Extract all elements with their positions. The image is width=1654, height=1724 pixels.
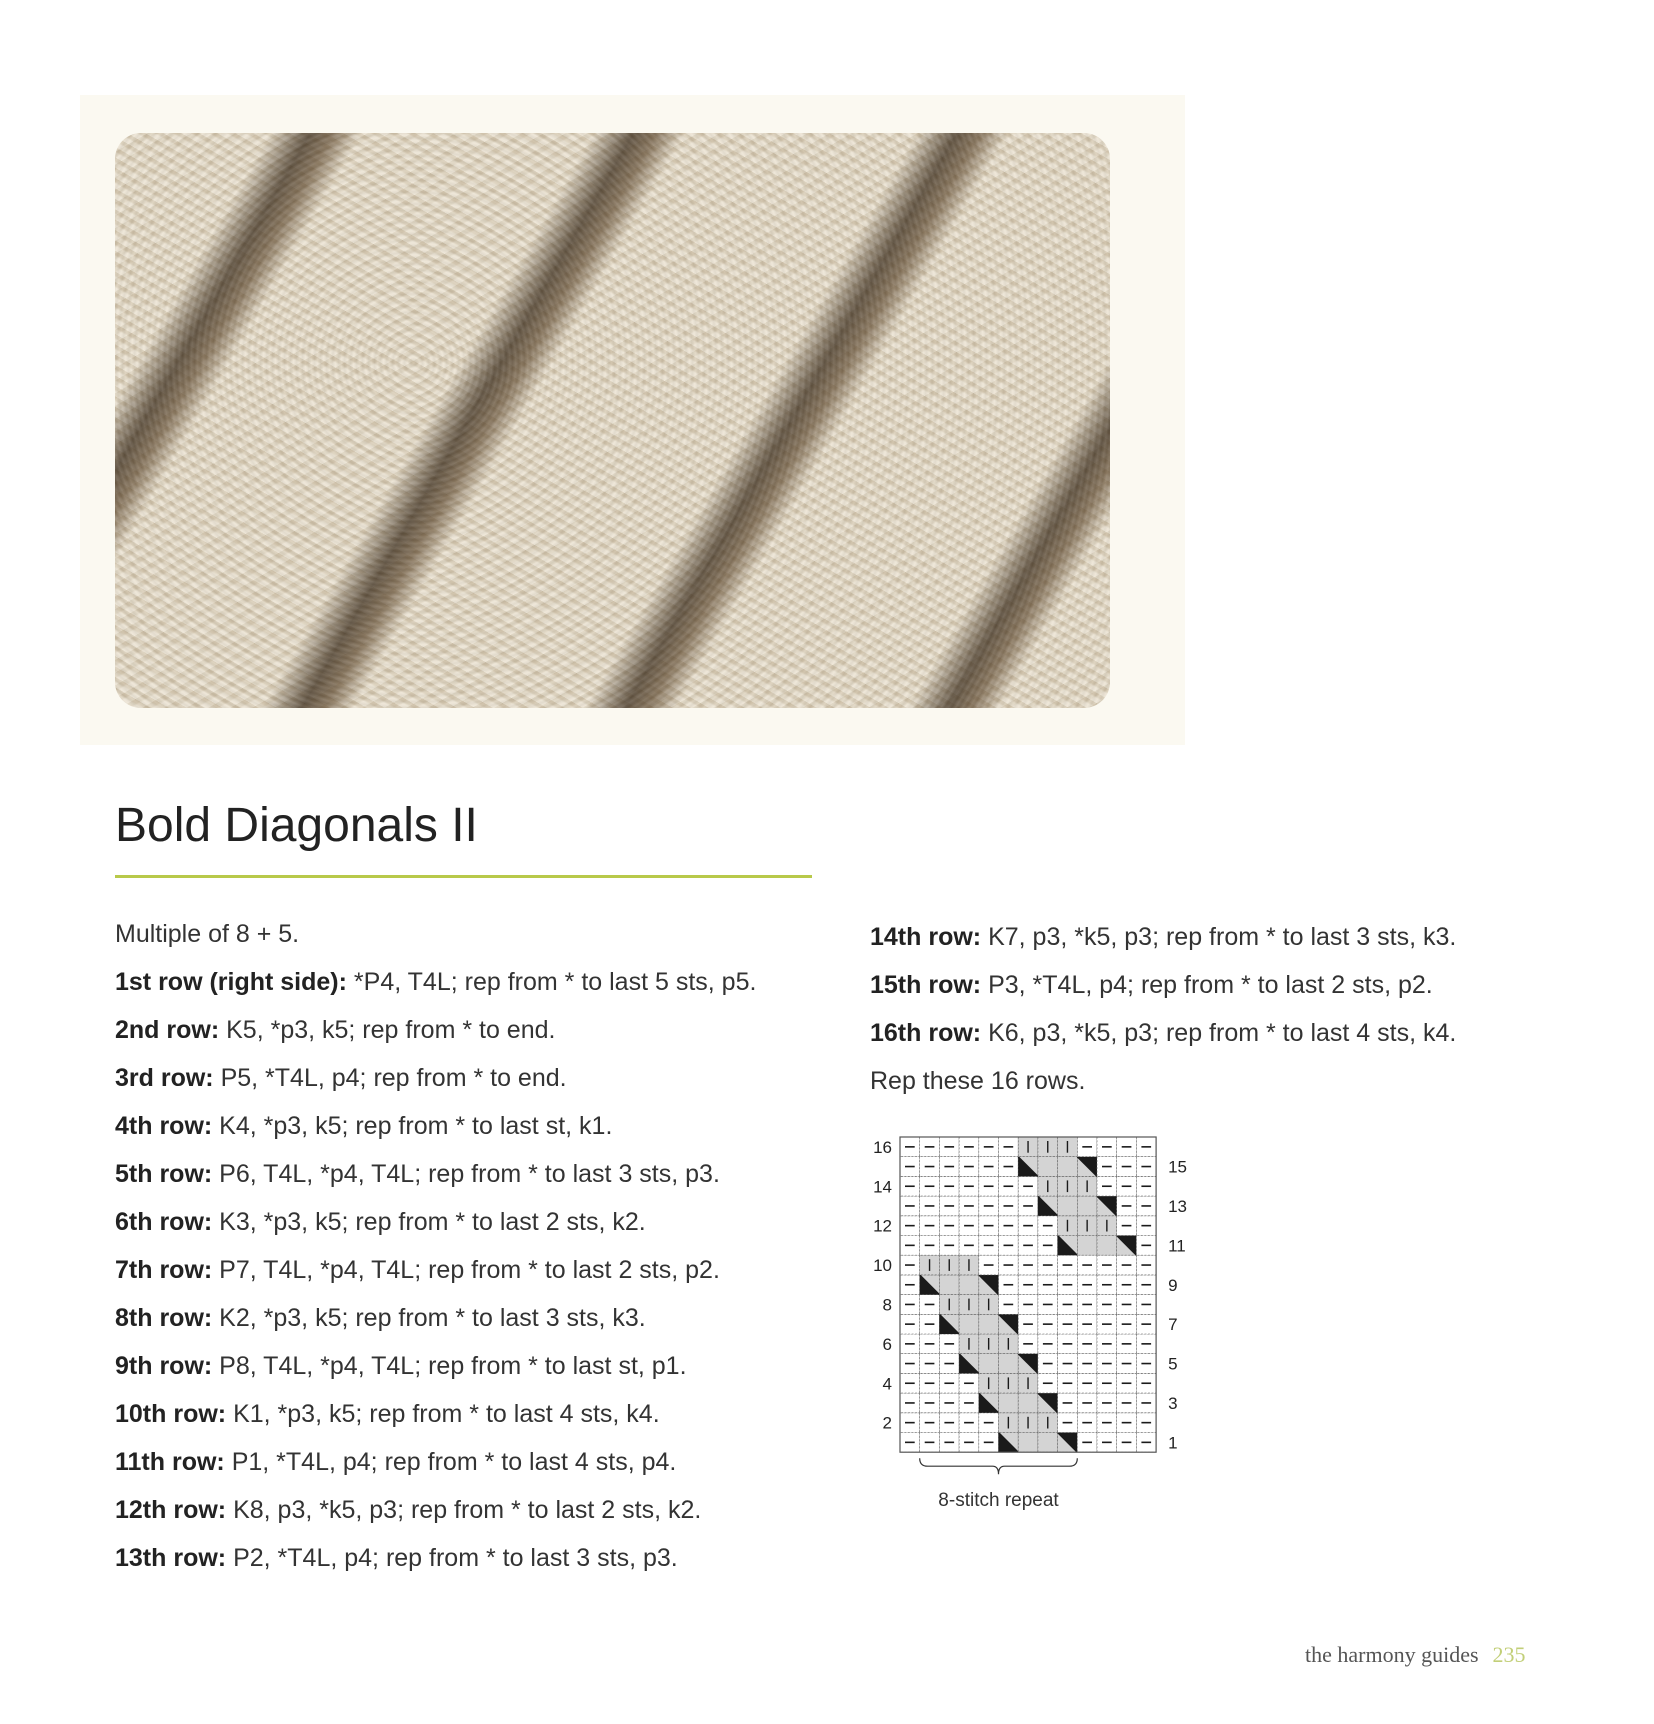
chart-cell	[1097, 1236, 1117, 1256]
row-label: 13th row:	[115, 1544, 227, 1572]
chart-cell	[1018, 1433, 1038, 1453]
row-number-left: 6	[882, 1334, 892, 1354]
pattern-title: Bold Diagonals II	[115, 799, 478, 852]
title-underline	[115, 875, 812, 878]
chart-cell	[999, 1393, 1019, 1413]
chart-cell	[959, 1275, 979, 1295]
row-text: P8, T4L, *p4, T4L; rep from * to last st, p1.	[212, 1352, 687, 1380]
chart-cell	[999, 1354, 1019, 1374]
row-text: P6, T4L, *p4, T4L; rep from * to last 3 sts, p3.	[212, 1160, 720, 1188]
row-label: 4th row:	[115, 1112, 213, 1140]
row-label: 12th row:	[115, 1496, 227, 1524]
instruction-row	[115, 1198, 835, 1246]
row-label: 14th row:	[870, 923, 982, 951]
chart-cell	[1018, 1393, 1038, 1413]
row-text: K6, p3, *k5, p3; rep from * to last 4 sts, k4.	[981, 1019, 1457, 1047]
row-number-left: 2	[882, 1413, 892, 1433]
row-number-left: 8	[882, 1295, 892, 1315]
book-name: the harmony guides	[1305, 1642, 1479, 1667]
chart-cell	[1058, 1196, 1078, 1216]
instruction-row	[115, 1342, 835, 1390]
row-label: 5th row:	[115, 1160, 213, 1188]
chart-cell	[1038, 1157, 1058, 1177]
row-text: P1, *T4L, p4; rep from * to last 4 sts, p4.	[224, 1448, 677, 1476]
row-number-right: 1	[1168, 1433, 1178, 1453]
chart-cell	[1058, 1157, 1078, 1177]
instruction-row	[115, 1294, 835, 1342]
page-number: 235	[1492, 1642, 1526, 1667]
instructions-right-column	[870, 913, 1590, 1105]
repeat-note: Rep these 16 rows.	[870, 1067, 1086, 1095]
row-number-right: 11	[1168, 1236, 1186, 1256]
instruction-row	[115, 1054, 835, 1102]
row-label: 7th row:	[115, 1256, 213, 1284]
row-label: 11th row:	[115, 1448, 225, 1476]
row-text: P5, *T4L, p4; rep from * to end.	[213, 1064, 567, 1092]
instruction-row	[115, 1534, 835, 1582]
multiple-note: Multiple of 8 + 5.	[115, 920, 300, 948]
row-label: 9th row:	[115, 1352, 213, 1380]
row-text: K4, *p3, k5; rep from * to last st, k1.	[212, 1112, 613, 1140]
page-footer	[1305, 1642, 1526, 1668]
repeat-brace	[920, 1458, 1078, 1474]
instruction-row	[115, 1006, 835, 1054]
row-text: P3, *T4L, p4; rep from * to last 2 sts, p2.	[981, 971, 1433, 999]
row-number-left: 12	[873, 1216, 892, 1236]
row-number-right: 7	[1168, 1315, 1178, 1335]
row-text: P2, *T4L, p4; rep from * to last 3 sts, p3.	[226, 1544, 678, 1572]
row-label: 2nd row:	[115, 1016, 220, 1044]
row-text: K1, *p3, k5; rep from * to last 4 sts, k4.	[226, 1400, 660, 1428]
row-number-right: 3	[1168, 1393, 1178, 1413]
row-number-left: 4	[882, 1374, 892, 1394]
chart-cell	[1077, 1196, 1097, 1216]
row-text: K5, *p3, k5; rep from * to end.	[219, 1016, 556, 1044]
row-label: 3rd row:	[115, 1064, 214, 1092]
row-text: *P4, T4L; rep from * to last 5 sts, p5.	[346, 968, 757, 996]
row-label: 6th row:	[115, 1208, 213, 1236]
row-number-left: 10	[873, 1256, 892, 1276]
instruction-row	[115, 1102, 835, 1150]
row-text: K3, *p3, k5; rep from * to last 2 sts, k2.	[212, 1208, 646, 1236]
instruction-row	[115, 1246, 835, 1294]
row-number-left: 14	[873, 1177, 892, 1197]
row-label: 15th row:	[870, 971, 982, 999]
instruction-row	[115, 1438, 835, 1486]
instruction-row	[870, 913, 1590, 961]
repeat-label: 8-stitch repeat	[938, 1490, 1059, 1512]
chart-cell	[1038, 1433, 1058, 1453]
row-number-right: 13	[1168, 1196, 1188, 1216]
row-text: P7, T4L, *p4, T4L; rep from * to last 2 sts, p2.	[212, 1256, 720, 1284]
row-label: 16th row:	[870, 1019, 982, 1047]
instructions-left-column	[115, 910, 835, 1582]
chart-cell	[979, 1314, 999, 1334]
row-number-right: 15	[1168, 1157, 1188, 1177]
chart-cell	[1077, 1236, 1097, 1256]
row-label: 1st row (right side):	[115, 968, 347, 996]
instruction-row	[115, 958, 835, 1006]
chart-cell	[959, 1314, 979, 1334]
instruction-row	[115, 1150, 835, 1198]
row-number-right: 5	[1168, 1354, 1178, 1374]
instruction-row	[115, 1486, 835, 1534]
knit-swatch-photo	[115, 133, 1110, 708]
row-label: 8th row:	[115, 1304, 213, 1332]
row-text: K2, *p3, k5; rep from * to last 3 sts, k3.	[212, 1304, 646, 1332]
row-number-left: 16	[873, 1137, 892, 1157]
row-number-right: 9	[1168, 1275, 1178, 1295]
chart-cell	[979, 1354, 999, 1374]
chart-cell	[939, 1275, 959, 1295]
instruction-row	[870, 961, 1590, 1009]
instruction-row	[115, 1390, 835, 1438]
row-text: K7, p3, *k5, p3; rep from * to last 3 sts, k3.	[981, 923, 1457, 951]
row-text: K8, p3, *k5, p3; rep from * to last 2 sts, k2.	[226, 1496, 702, 1524]
stitch-chart	[860, 1125, 1190, 1545]
instruction-row	[870, 1009, 1590, 1057]
row-label: 10th row:	[115, 1400, 227, 1428]
